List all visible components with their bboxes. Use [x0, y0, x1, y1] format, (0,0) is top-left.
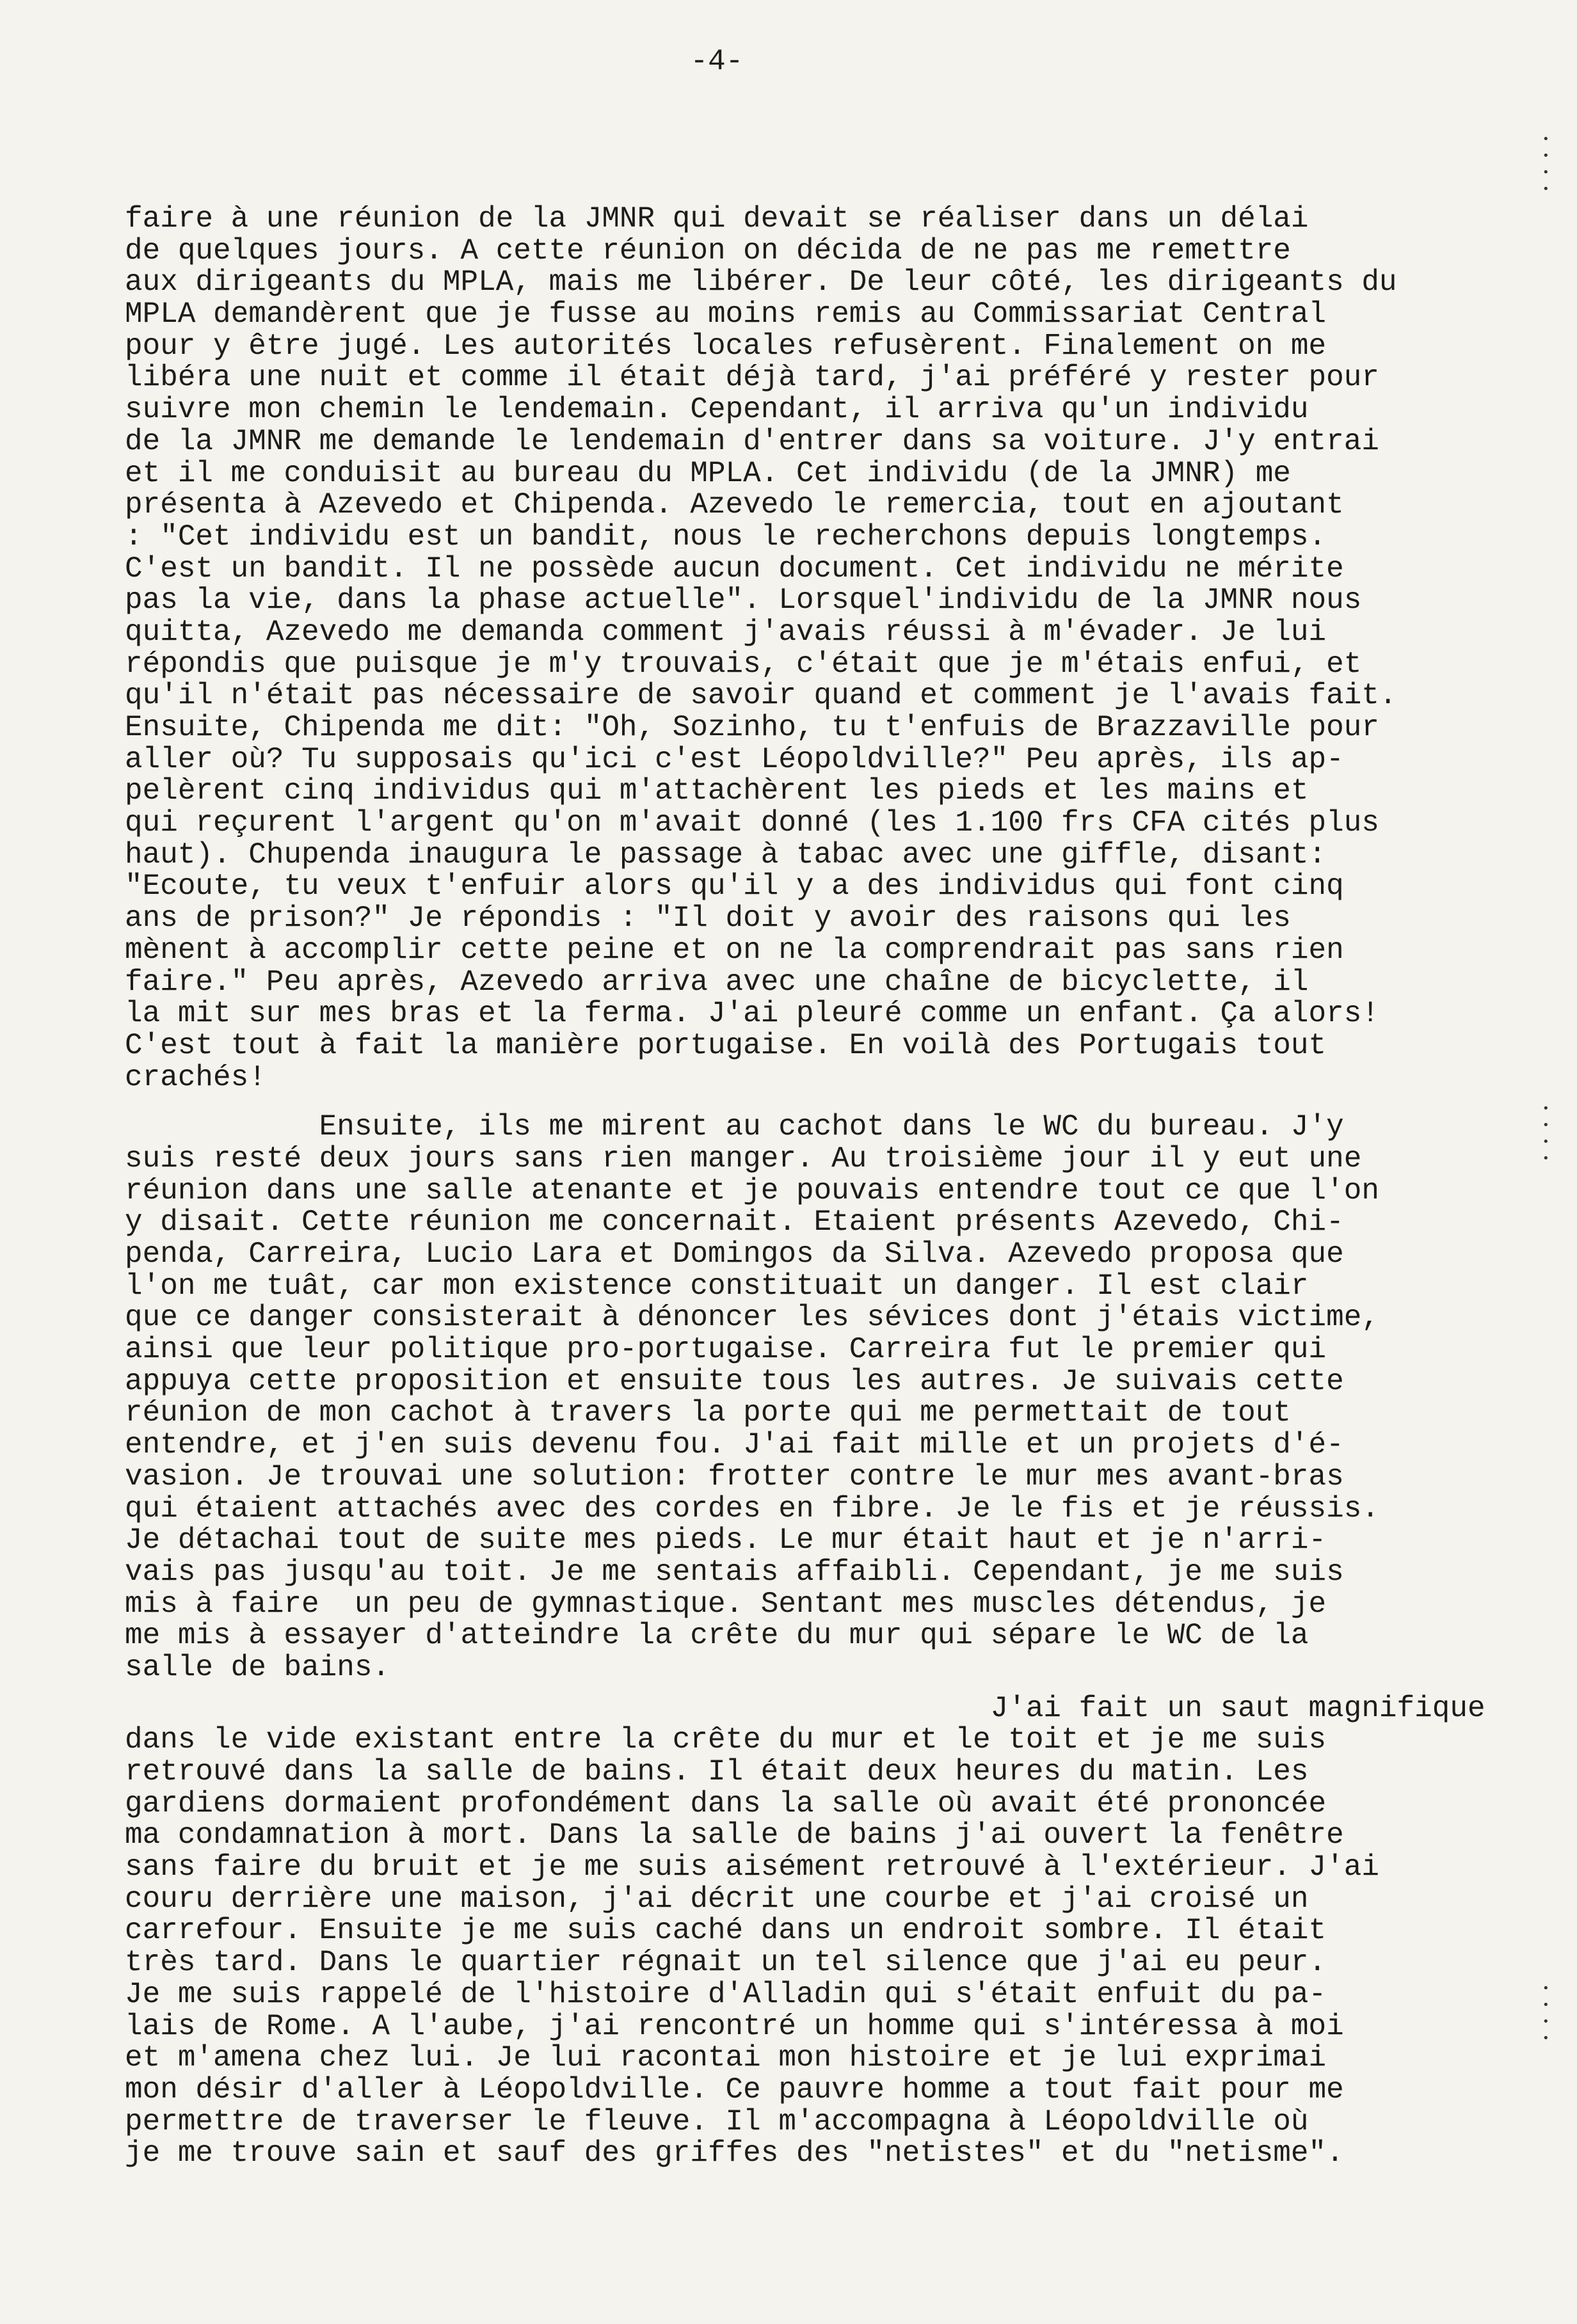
text-line: de quelques jours. A cette réunion on décida de ne pas me remettre	[125, 234, 1291, 267]
text-line: crachés!	[125, 1060, 266, 1094]
text-line: pas la vie, dans la phase actuelle". Lorsquel'individu de la JMNR nous	[125, 584, 1362, 617]
text-line: qu'il n'était pas nécessaire de savoir quand et comment je l'avais fait.	[125, 679, 1397, 713]
text-line: couru derrière une maison, j'ai décrit une courbe et j'ai croisé un	[125, 1882, 1309, 1916]
text-line: qui étaient attachés avec des cordes en fibre. Je le fis et je réussis.	[125, 1492, 1379, 1525]
text-line: mènent à accomplir cette peine et on ne la comprendrait pas sans rien	[125, 933, 1344, 967]
text-line: Je détachai tout de suite mes pieds. Le mur était haut et je n'arri-	[125, 1524, 1327, 1557]
text-line: aux dirigeants du MPLA, mais me libérer. De leur côté, les dirigeants du	[125, 266, 1397, 299]
page-number: -4-	[690, 45, 744, 78]
margin-dots-top: • • • •	[1542, 132, 1549, 196]
text-line: Ensuite, Chipenda me dit: "Oh, Sozinho, tu t'enfuis de Brazzaville pour	[125, 711, 1379, 744]
text-line: réunion de mon cachot à travers la porte qui me permettait de tout	[125, 1396, 1291, 1430]
text-line: gardiens dormaient profondément dans la salle où avait été prononcée	[125, 1787, 1327, 1820]
text-line: sans faire du bruit et je me suis aisément retrouvé à l'extérieur. J'ai	[125, 1850, 1379, 1884]
text-line: faire." Peu après, Azevedo arriva avec une chaîne de bicyclette, il	[125, 965, 1309, 999]
text-line: retrouvé dans la salle de bains. Il était deux heures du matin. Les	[125, 1755, 1309, 1788]
paragraph-gap	[125, 1094, 1501, 1111]
text-line: me mis à essayer d'atteindre la crête du mur qui sépare le WC de la	[125, 1619, 1309, 1653]
text-line: Ensuite, ils me mirent au cachot dans le WC du bureau. J'y	[125, 1110, 1344, 1144]
text-line: MPLA demandèrent que je fusse au moins remis au Commissariat Central	[125, 298, 1327, 331]
text-line: appuya cette proposition et ensuite tous les autres. Je suivais cette	[125, 1364, 1344, 1398]
margin-dots-middle: • • • •	[1542, 1102, 1549, 1165]
text-line: faire à une réunion de la JMNR qui devait se réaliser dans un délai	[125, 202, 1309, 235]
text-line: libéra une nuit et comme il était déjà tard, j'ai préféré y rester pour	[125, 361, 1379, 395]
text-line: dans le vide existant entre la crête du mur et le toit et je me suis	[125, 1723, 1327, 1757]
text-line: C'est un bandit. Il ne possède aucun document. Cet individu ne mérite	[125, 552, 1344, 585]
text-line: la mit sur mes bras et la ferma. J'ai pleuré comme un enfant. Ça alors!	[125, 997, 1379, 1031]
text-line: je me trouve sain et sauf des griffes des "netistes" et du "netisme".	[125, 2137, 1344, 2170]
text-line: mon désir d'aller à Léopoldville. Ce pauvre homme a tout fait pour me	[125, 2073, 1344, 2106]
text-line: réunion dans une salle atenante et je pouvais entendre tout ce que l'on	[125, 1174, 1379, 1207]
text-line: aller où? Tu supposais qu'ici c'est Léopoldville?" Peu après, ils ap-	[125, 742, 1344, 776]
text-line: que ce danger consisterait à dénoncer les sévices dont j'étais victime,	[125, 1301, 1379, 1335]
text-line: J'ai fait un saut magnifique	[125, 1691, 1485, 1725]
margin-dots-bottom: • • • •	[1542, 1982, 1549, 2045]
text-line: répondis que puisque je m'y trouvais, c'était que je m'étais enfui, et	[125, 647, 1362, 681]
text-line: ma condamnation à mort. Dans la salle de bains j'ai ouvert la fenêtre	[125, 1819, 1344, 1852]
text-line: quitta, Azevedo me demanda comment j'avais réussi à m'évader. Je lui	[125, 615, 1327, 649]
text-line: "Ecoute, tu veux t'enfuir alors qu'il y a des individus qui font cinq	[125, 870, 1344, 903]
text-line: et il me conduisit au bureau du MPLA. Cet individu (de la JMNR) me	[125, 456, 1291, 490]
text-line: suis resté deux jours sans rien manger. Au troisième jour il y eut une	[125, 1142, 1362, 1175]
text-line: mis à faire un peu de gymnastique. Sentant mes muscles détendus, je	[125, 1587, 1327, 1621]
text-line: suivre mon chemin le lendemain. Cependant, il arriva qu'un individu	[125, 393, 1309, 427]
body-text	[125, 203, 1501, 2170]
text-line: pour y être jugé. Les autorités locales refusèrent. Finalement on me	[125, 329, 1327, 363]
text-line: vasion. Je trouvai une solution: frotter contre le mur mes avant-bras	[125, 1460, 1344, 1493]
text-line: permettre de traverser le fleuve. Il m'accompagna à Léopoldville où	[125, 2105, 1309, 2138]
text-line: pelèrent cinq individus qui m'attachèrent les pieds et les mains et	[125, 774, 1309, 808]
text-line: et m'amena chez lui. Je lui rаcontai mon histoire et je lui exprimai	[125, 2041, 1327, 2075]
text-line: de la JMNR me demande le lendemain d'entrer dans sa voiture. J'y entrai	[125, 424, 1379, 458]
text-line: : "Cet individu est un bandit, nous le recherchons depuis longtemps.	[125, 520, 1327, 553]
text-line: ainsi que leur politique pro-portugaise. Carreira fut le premier qui	[125, 1333, 1327, 1367]
text-line: Je me suis rappelé de l'histoire d'Alladin qui s'était enfuit du pa-	[125, 1977, 1327, 2011]
text-line: penda, Carreira, Lucio Lara et Domingos da Silva. Azevedo proposa que	[125, 1238, 1344, 1271]
text-line: très tard. Dans le quartier régnait un tel silence que j'ai eu peur.	[125, 1946, 1327, 1980]
text-line: carrefour. Ensuite je me suis caché dans un endroit sombre. Il était	[125, 1914, 1327, 1948]
text-line: présenta à Azevedo et Chipenda. Azevedo le remercia, tout en ajoutant	[125, 488, 1344, 522]
text-line: y disait. Cette réunion me concernait. Etaient présents Azevedo, Chi-	[125, 1206, 1344, 1239]
text-line: l'on me tuât, car mon existence constituait un danger. Il est clair	[125, 1269, 1309, 1303]
text-line: haut). Chupenda inaugura le passage à tabac avec une giffle, disant:	[125, 838, 1327, 872]
paragraph-3	[125, 1693, 1501, 2170]
text-line: vais pas jusqu'au toit. Je me sentais affaibli. Cependant, je me suis	[125, 1555, 1344, 1589]
text-line: salle de bains.	[125, 1650, 390, 1684]
paragraph-2	[125, 1111, 1501, 1683]
text-line: entendre, et j'en suis devenu fou. J'ai fait mille et un projets d'é-	[125, 1428, 1344, 1462]
paragraph-1	[125, 203, 1501, 1094]
text-line: ans de prison?" Je répondis : "Il doit y avoir des raisons qui les	[125, 902, 1291, 935]
text-line: lais de Rome. A l'aube, j'ai rencontré un homme qui s'intéressa à moi	[125, 2009, 1344, 2043]
text-line: qui reçurent l'argent qu'on m'avait donné (les 1.100 frs CFA cités plus	[125, 806, 1379, 840]
text-line: C'est tout à fait la manière portugaise. En voilà des Portugais tout	[125, 1028, 1327, 1062]
